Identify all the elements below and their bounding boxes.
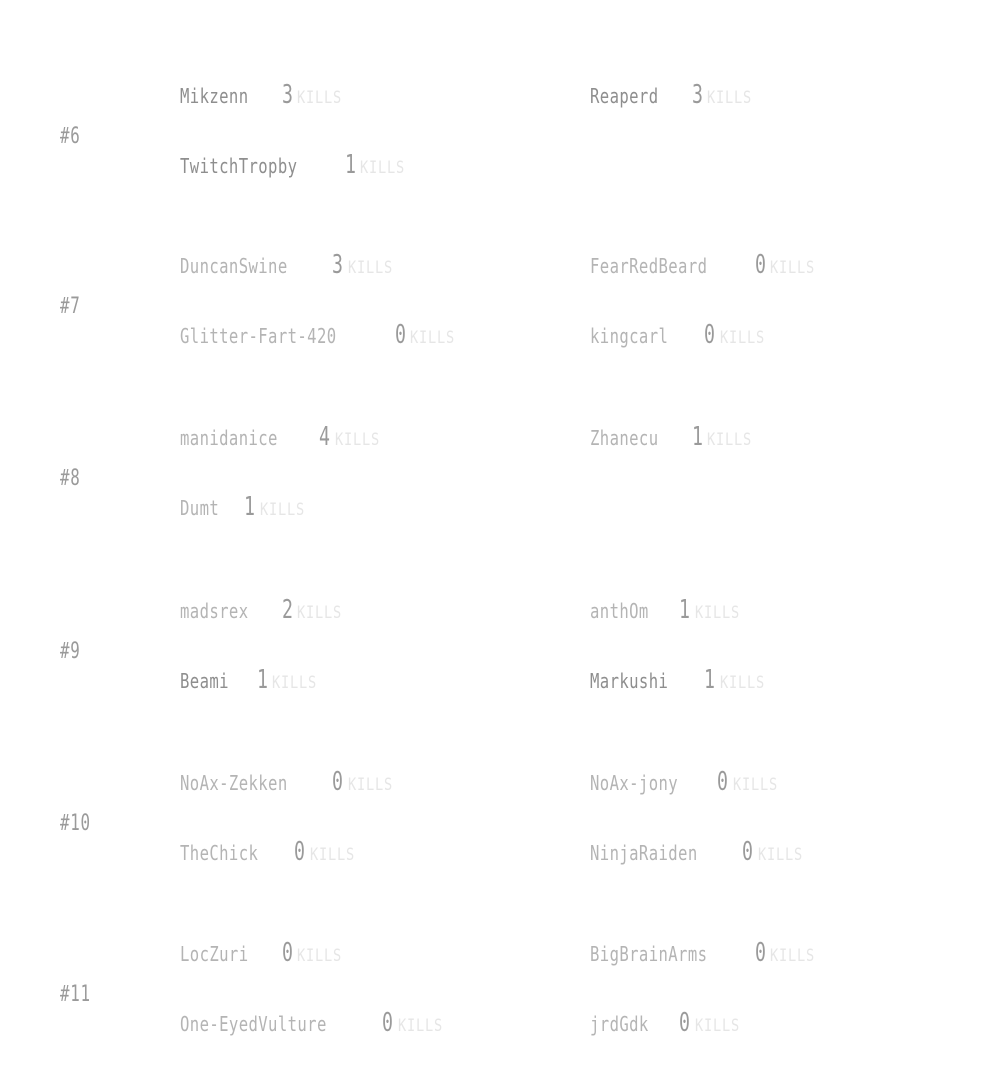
kills-suffix: KILLS (297, 946, 343, 966)
player-name: FearRedBeard (590, 254, 708, 278)
kills-suffix: KILLS (719, 328, 765, 348)
player-name: TheChick (180, 841, 259, 865)
player-kills: 0 (679, 1008, 691, 1038)
player-kills: 2 (281, 595, 293, 625)
player-name: jrdGdk (590, 1012, 649, 1036)
kills-suffix: KILLS (259, 500, 305, 520)
player-entry (590, 767, 789, 797)
kills-suffix: KILLS (757, 845, 803, 865)
player-entry (180, 320, 467, 350)
player-entry (180, 837, 366, 867)
team-rank: #7 (60, 294, 81, 319)
team-rank: #10 (60, 811, 91, 836)
player-kills: 0 (382, 1008, 394, 1038)
kills-suffix: KILLS (694, 603, 740, 623)
player-entry (180, 767, 404, 797)
kills-suffix: KILLS (694, 1016, 740, 1036)
player-kills: 3 (281, 80, 293, 110)
kills-suffix: KILLS (360, 158, 406, 178)
player-name: One-EyedVulture (180, 1012, 327, 1036)
player-kills: 1 (704, 665, 716, 695)
player-entry (590, 665, 776, 695)
player-entry (180, 938, 354, 968)
player-kills: 1 (244, 492, 256, 522)
team-row (0, 422, 1000, 572)
player-name: DuncanSwine (180, 254, 288, 278)
team-rank: #11 (60, 982, 91, 1007)
player-kills: 1 (679, 595, 691, 625)
player-kills: 0 (394, 320, 406, 350)
player-entry (180, 665, 329, 695)
player-kills: 0 (741, 837, 753, 867)
player-entry (590, 250, 826, 280)
player-name: anthOm (590, 599, 649, 623)
player-name: Dumt (180, 496, 220, 520)
player-name: Beami (180, 669, 229, 693)
player-entry (590, 595, 751, 625)
team-row (0, 938, 1000, 1088)
player-name: Markushi (590, 669, 669, 693)
kills-suffix: KILLS (297, 88, 343, 108)
player-entry (180, 1008, 454, 1038)
player-kills: 0 (331, 767, 343, 797)
player-name: LocZuri (180, 942, 249, 966)
player-kills: 0 (754, 250, 766, 280)
player-kills: 3 (691, 80, 703, 110)
team-row (0, 250, 1000, 400)
player-entry (180, 492, 316, 522)
player-name: TwitchTropby (180, 154, 298, 178)
team-rank: #8 (60, 466, 81, 491)
player-kills: 0 (754, 938, 766, 968)
player-name: kingcarl (590, 324, 669, 348)
kills-suffix: KILLS (309, 845, 355, 865)
kills-suffix: KILLS (272, 673, 318, 693)
kills-suffix: KILLS (297, 603, 343, 623)
player-kills: 1 (256, 665, 268, 695)
kills-suffix: KILLS (410, 328, 456, 348)
player-entry (180, 250, 404, 280)
player-entry (180, 150, 416, 180)
player-kills: 3 (331, 250, 343, 280)
player-name: BigBrainArms (590, 942, 708, 966)
player-kills: 1 (344, 150, 356, 180)
player-kills: 0 (716, 767, 728, 797)
player-name: Zhanecu (590, 426, 659, 450)
player-name: NoAx-jony (590, 771, 679, 795)
player-name: madsrex (180, 599, 249, 623)
kills-suffix: KILLS (719, 673, 765, 693)
player-kills: 4 (319, 422, 331, 452)
player-name: NoAx-Zekken (180, 771, 288, 795)
player-name: Mikzenn (180, 84, 249, 108)
player-entry (590, 320, 776, 350)
player-entry (590, 422, 764, 452)
player-kills: 0 (281, 938, 293, 968)
kills-suffix: KILLS (335, 430, 381, 450)
kills-suffix: KILLS (347, 775, 393, 795)
team-rank: #9 (60, 639, 81, 664)
kills-suffix: KILLS (347, 258, 393, 278)
player-name: manidanice (180, 426, 278, 450)
player-entry (180, 422, 391, 452)
player-entry (590, 938, 826, 968)
player-entry (590, 1008, 751, 1038)
kills-suffix: KILLS (770, 258, 816, 278)
player-name: NinjaRaiden (590, 841, 698, 865)
kills-suffix: KILLS (707, 430, 753, 450)
player-entry (180, 80, 354, 110)
player-name: Glitter-Fart-420 (180, 324, 337, 348)
kills-suffix: KILLS (397, 1016, 443, 1036)
player-entry (180, 595, 354, 625)
player-name: Reaperd (590, 84, 659, 108)
player-kills: 0 (704, 320, 716, 350)
team-rank: #6 (60, 124, 81, 149)
team-row (0, 595, 1000, 745)
kills-suffix: KILLS (732, 775, 778, 795)
kills-suffix: KILLS (707, 88, 753, 108)
team-row (0, 767, 1000, 917)
player-entry (590, 80, 764, 110)
player-entry (590, 837, 814, 867)
team-row (0, 80, 1000, 230)
kills-suffix: KILLS (770, 946, 816, 966)
player-kills: 0 (294, 837, 306, 867)
player-kills: 1 (691, 422, 703, 452)
